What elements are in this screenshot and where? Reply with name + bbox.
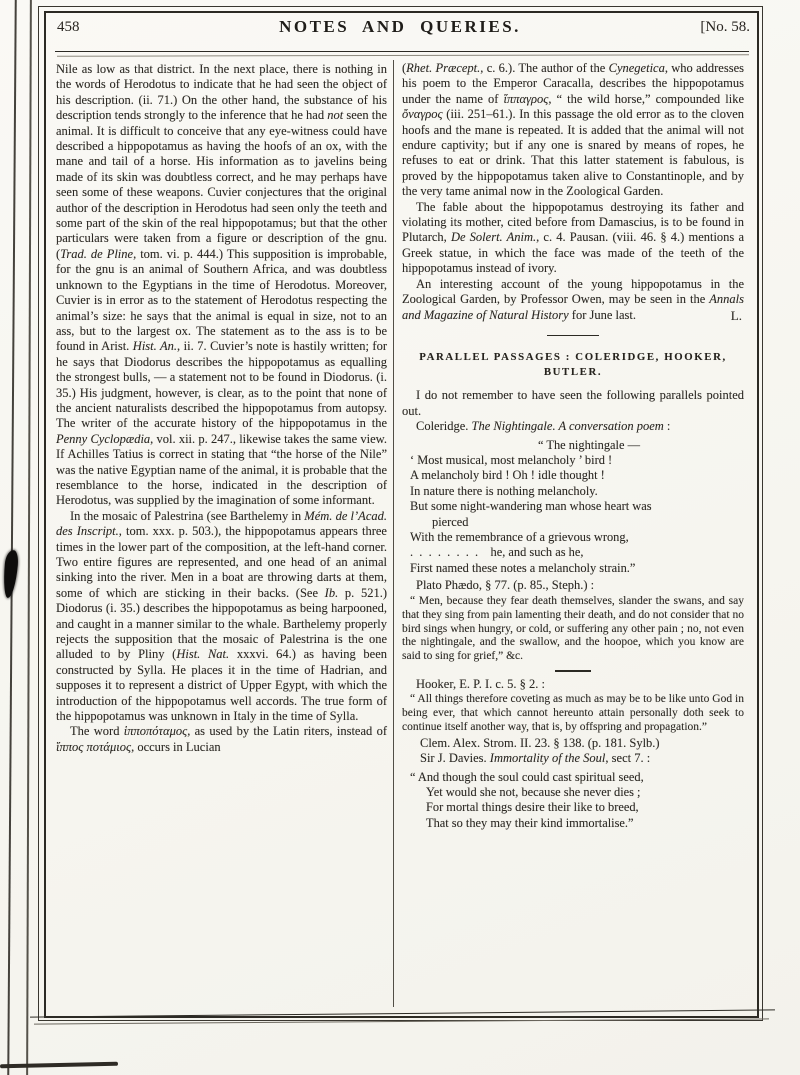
- plato-citation: Plato Phædo, § 77. (p. 85., Steph.) :: [416, 578, 595, 593]
- paragraph-intro: I do not remember to have seen the following parallels pointed out.: [402, 388, 744, 418]
- right-column: [402, 61, 744, 833]
- coleridge-poem-quote: [410, 438, 744, 577]
- poem-line: Yet would she not, because she never dies ;: [426, 785, 641, 800]
- section-heading-line1: PARALLEL PASSAGES : COLERIDGE, HOOKER,: [419, 351, 727, 364]
- poem-line: ‘ Most musical, most melancholy ’ bird !: [410, 453, 613, 468]
- poem-line-ellipsis: . . . . . . . . he, and such as he,: [410, 545, 584, 560]
- hooker-quote: “ All things therefore coveting as much as may be to be like unto God in being ever, that which cannot hereunto attain personally doth seek to continue itself another way, that is, by offspring and propagation.”: [402, 693, 744, 733]
- poem-line: But some night-wandering man whose heart was: [410, 499, 652, 514]
- paragraph-coleridge-citation: Coleridge. The Nightingale. A conversation poem :: [416, 419, 671, 434]
- poem-line: “ The nightingale —: [538, 437, 640, 452]
- poem-line-continuation: pierced: [432, 514, 469, 529]
- poem-line: With the remembrance of a grievous wrong,: [410, 530, 629, 545]
- paragraph-fable: The fable about the hippopotamus destroying its father and violating its mother, cited before from Damascius, is to be found in Plutarch, De Solert. Anim., c. 4. Pausan. (viii. 46. § 4.) mentions a Greek statue, in which the face was made of the teeth of the hippopotamus instead of ivory.: [402, 199, 745, 276]
- header-rule: [55, 51, 749, 52]
- author-signature: L.: [730, 307, 742, 323]
- poem-line: In nature there is nothing melancholy.: [410, 483, 598, 498]
- paragraph-cynegetica: (Rhet. Præcept., c. 6.). The author of the Cynegetica, who addresses his poem to the Emperor Caracalla, describes the hippopotamus under the name of ἵππαγρος, “ the wild horse,” compounded like ὄναγρος (iii. 251–61.). In this passage the old error as to the cloven hoofs and the mane is repeated. It is added that the animal will not endure captivity; but if any one is snared by means of ropes, he refuses to eat or drink. That this latter statement is fabulous, is proved by the hippopotamus taken alive to Constantinople, and by the very tame animal now in the Zoological Garden.: [402, 61, 744, 199]
- plato-quote: “ Men, because they fear death themselves, slander the swans, and say that they sing from pain lamenting their death, and do not consider that no bird sings when hungry, or cold, or suffering any other pain ; no, not even the nightingale, and the swallow, and the hoopoe, which you know are said to sing for grief,” &c.: [402, 594, 744, 663]
- journal-title: NOTES AND QUERIES.: [279, 17, 521, 36]
- davies-citation: Sir J. Davies. Immortality of the Soul, sect 7. :: [420, 751, 651, 766]
- poem-line: A melancholy bird ! Oh ! idle thought !: [410, 468, 605, 483]
- hooker-citation: Hooker, E. P. I. c. 5. § 2. :: [416, 676, 545, 691]
- paragraph-greek-word: The word ἱπποπόταμος, as used by the Latin riters, instead of ἵππος ποτάμιος, occurs in Lucian: [56, 724, 388, 754]
- issue-number: [No. 58.: [700, 19, 750, 35]
- page-number: 458: [57, 19, 80, 35]
- column-divider-rule: [393, 60, 394, 1007]
- section-heading-line2: BUTLER.: [543, 366, 603, 379]
- paragraph-palestrina-mosaic: In the mosaic of Palestrina (see Barthelemy in Mém. de l’Acad. des Inscript., tom. xxx. p. 503.), the hippopotamus appears three times in the lower part of the composition, at the left-hand corner. Two entire figures are represented, and one head of an animal sinking into the river. Men in a boat are throwing darts at them, some of which are sticking in their backs. (See Ib. p. 521.) Diodorus (i. 35.) describes the hippopotamus as being harpooned, and caught in a manner similar to the whale. Barthelemy properly rejects the supposition that the mosaic of Palestrina is the one alluded to by Pliny (Hist. Nat. xxxvi. 64.) as having been constructed by Sylla. He places it in the time of Hadrian, and supposes it to represent a district of Upper Egypt, with which the introduction of the hippopotamus well accords. The true form of the hippopotamus was unknown in Italy in the time of Sylla.: [56, 508, 388, 724]
- small-divider-rule: [555, 670, 591, 672]
- poem-line: First named these notes a melancholy strain.”: [410, 560, 636, 575]
- left-column: [56, 62, 387, 755]
- paragraph-herodotus-description: Nile as low as that district. In the next place, there is nothing in the words of Herodotus to indicate that he had seen the object of his description. (ii. 71.) On the other hand, the substance of his description tends strongly to the inference that he had not seen the animal. It is difficult to conceive that any eye-witness could have described a hippopotamus as having the hoofs of an ox, with the mane and tail of a horse. His information as to javelins being made of its skin was doubtless correct, and he may perhaps have seen some of these weapons. Cuvier conjectures that the original author of the description in Herodotus had seen only the teeth and some part of the skin of the real hippopotamus; but that the other particulars were taken from a figure or description of the gnu. (Trad. de Pline, tom. vi. p. 444.) This supposition is improbable, for the gnu is an animal of Southern Africa, and was doubtless unknown to the Egyptians in the time of Herodotus. Moreover, Cuvier is in error as to the statement of Herodotus respecting the animal’s size: he says that the animal is equal in size, not to an ass, but to the largest ox. The statement as to the ass is to be found in Arist. Hist. An., ii. 7. Cuvier’s note is hastily written; for he says that Diodorus describes the hippopotamus as equalling the strongest bulls, — a statement not to be found in Diodorus. (i. 35.) His judgment, however, is clear, as to the point that none of the ancient naturalists described the hippopotamus from autopsy. The writer of the accurate history of the hippopotamus in the Penny Cyclopædia, vol. xii. p. 247., likewise takes the same view. If Achilles Tatius is correct in stating that “the horse of the Nile” was the native Egyptian name of the animal, it is probable that the resemblance to the horse, indicated in the description of Herodotus, was supplied by the imagination of some informant.: [56, 62, 388, 508]
- section-divider-rule: [547, 335, 599, 337]
- paragraph-zoological-garden: [402, 277, 744, 323]
- poem-line: That so they may their kind immortalise.”: [426, 815, 634, 830]
- poem-line: “ And though the soul could cast spiritual seed,: [410, 769, 644, 784]
- clement-citation: Clem. Alex. Strom. II. 23. § 138. (p. 181. Sylb.): [420, 735, 660, 750]
- poem-line: For mortal things desire their like to breed,: [426, 800, 639, 815]
- davies-poem-quote: [410, 770, 744, 832]
- paragraph-text: An interesting account of the young hippopotamus in the Zoological Garden, by Professor Owen, may be seen in the Annals and Magazine of Natural History for June last.: [402, 276, 744, 322]
